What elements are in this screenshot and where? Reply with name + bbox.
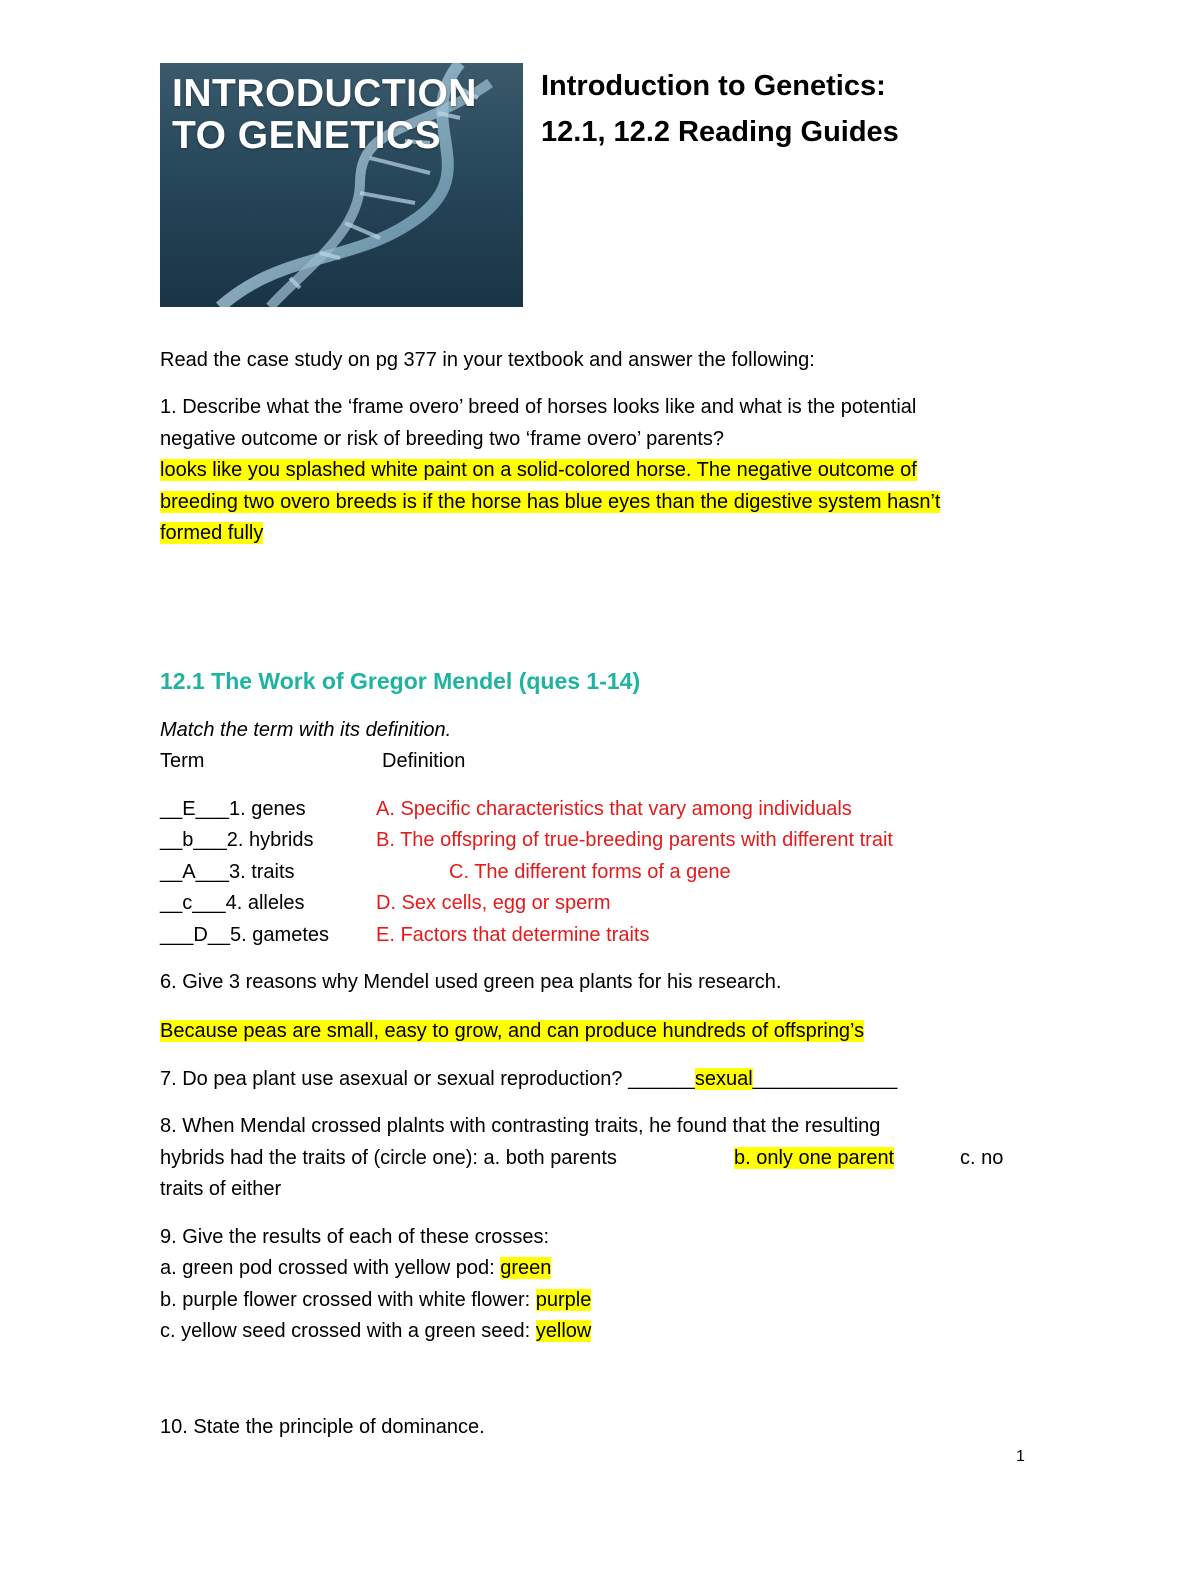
definition-item: C. The different forms of a gene [449, 861, 731, 883]
answer-7: sexual [694, 1068, 753, 1090]
question-9a-prompt: a. green pod crossed with yellow pod: [160, 1257, 501, 1279]
question-9c-prompt: c. yellow seed crossed with a green seed: [160, 1320, 536, 1342]
dna-header-image [160, 63, 523, 307]
question-1-line1: 1. Describe what the ‘frame overo’ breed of horses looks like and what is the potential [160, 396, 917, 418]
section-heading: 12.1 The Work of Gregor Mendel (ques 1-14) [160, 668, 641, 694]
question-9c [160, 1320, 591, 1343]
answer-1-line2: breeding two overo breeds is if the horse has blue eyes than the digestive system hasn’t [160, 491, 941, 513]
term-item: ___D__5. gametes [160, 924, 330, 946]
page-title-line2: 12.1, 12.2 Reading Guides [541, 116, 899, 148]
page-number: 1 [1016, 1448, 1025, 1465]
definition-column-header: Definition [382, 750, 466, 772]
question-1-line2: negative outcome or risk of breeding two ‘frame overo’ parents? [160, 428, 724, 450]
question-9b-prompt: b. purple flower crossed with white flower: [160, 1289, 536, 1311]
question-7 [160, 1068, 897, 1091]
header-image-line2: TO GENETICS [172, 114, 442, 157]
question-8-option-a: hybrids had the traits of (circle one): a. both parents [160, 1147, 617, 1169]
question-8-line3: traits of either [160, 1178, 282, 1200]
term-column-header: Term [160, 750, 205, 772]
header-image-caption [172, 73, 477, 157]
definition-item: E. Factors that determine traits [376, 924, 650, 946]
definition-item: A. Specific characteristics that vary among individuals [376, 798, 852, 820]
answer-9a: green [500, 1257, 552, 1279]
answer-6: Because peas are small, easy to grow, and can produce hundreds of offspring’s [160, 1020, 865, 1042]
answer-1-line3: formed fully [160, 522, 264, 544]
question-9: 9. Give the results of each of these crosses: [160, 1226, 550, 1248]
question-8-line1: 8. When Mendal crossed plalnts with contrasting traits, he found that the resulting [160, 1115, 881, 1137]
matching-instruction: Match the term with its definition. [160, 719, 452, 741]
definition-item: B. The offspring of true-breeding parents with different trait [376, 829, 893, 851]
term-item: __b___2. hybrids [160, 829, 314, 851]
page-title-line1: Introduction to Genetics: [541, 70, 886, 102]
answer-9c: yellow [535, 1320, 592, 1342]
question-8-option-c: c. no [960, 1147, 1004, 1169]
question-8-option-b: b. only one parent [734, 1147, 895, 1169]
term-item: __A___3. traits [160, 861, 295, 883]
question-6: 6. Give 3 reasons why Mendel used green pea plants for his research. [160, 971, 782, 993]
question-9b [160, 1289, 591, 1312]
question-10: 10. State the principle of dominance. [160, 1416, 485, 1438]
intro-instruction: Read the case study on pg 377 in your textbook and answer the following: [160, 349, 815, 371]
question-7-prompt: 7. Do pea plant use asexual or sexual reproduction? ______ [160, 1068, 695, 1090]
definition-item: D. Sex cells, egg or sperm [376, 892, 611, 914]
header-image-line1: INTRODUCTION [172, 72, 477, 115]
term-item: __c___4. alleles [160, 892, 305, 914]
question-7-blank: _____________ [752, 1068, 898, 1090]
term-item: __E___1. genes [160, 798, 306, 820]
answer-1-line1: looks like you splashed white paint on a solid-colored horse. The negative outcome of [160, 459, 917, 481]
question-9a [160, 1257, 551, 1280]
answer-9b: purple [535, 1289, 592, 1311]
